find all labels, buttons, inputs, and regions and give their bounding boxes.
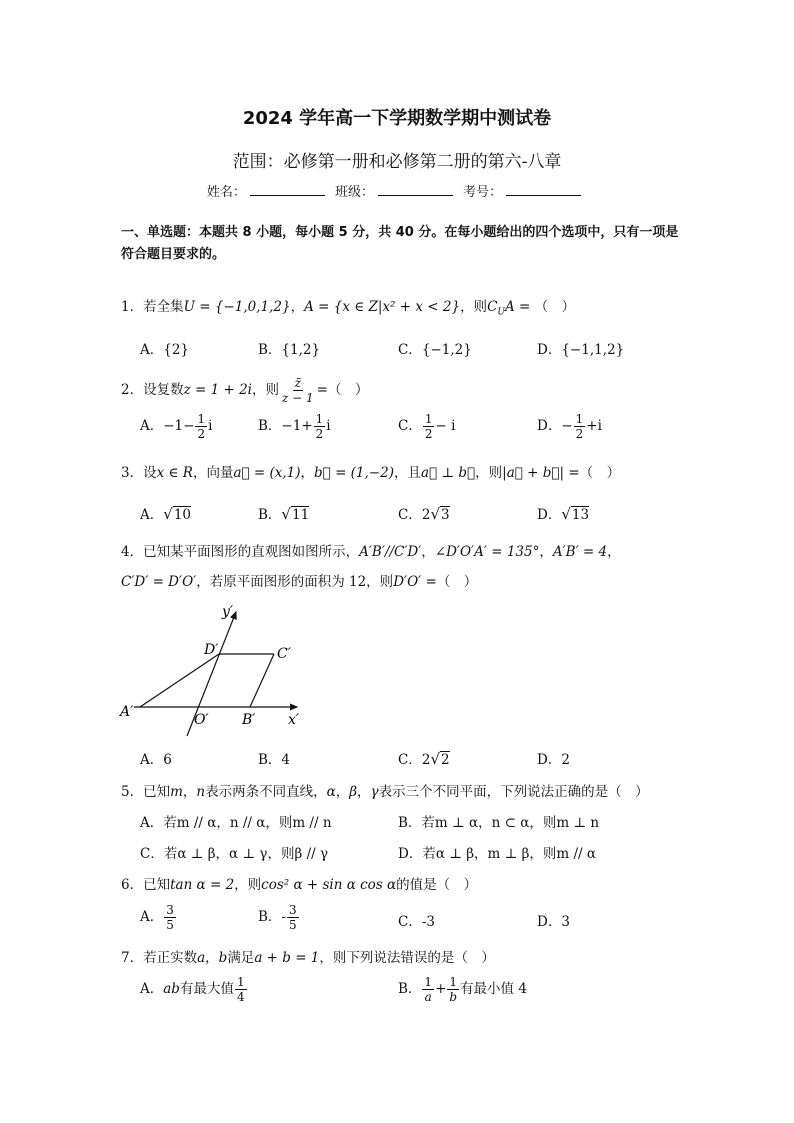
q6-option-a[interactable]: A． $\frac{3}{5}$ [140,903,174,932]
q3-vector-b: b⃗ = (1,−2) [314,465,394,481]
label-x: x′ [288,712,300,728]
segment-cb [250,654,274,707]
q3-magnitude: |a⃗ + b⃗| = [502,465,580,481]
q2-option-c[interactable]: C． $\frac{1}{2}$ − i [398,412,456,441]
q2-option-d[interactable]: D．− $\frac{1}{2}$ +i [537,412,602,441]
q5-option-d[interactable]: D．若α ⊥ β，m ⊥ β，则m // α [398,846,597,862]
q1-complement-a: A = [505,299,531,315]
exam-no-label: 考号： [463,185,503,200]
q2-option-a[interactable]: A．−1− $\frac{1}{2}$ i [140,412,213,441]
class-blank[interactable] [378,183,453,196]
exam-title: 2024 学年高一下学期数学期中测试卷 [242,108,552,129]
student-info-line [0,181,794,200]
name-blank[interactable] [250,183,325,196]
section-heading: 一、单选题：本题共 8 小题，每小题 5 分，共 40 分。在每小题给出的四个选项中，只有一项是符合题目要求的。 [121,225,679,262]
exam-no-blank[interactable] [506,183,581,196]
q3-option-d[interactable]: D．√13 [537,505,590,523]
name-label: 姓名： [206,185,246,200]
label-o: O′ [194,712,209,728]
q1-complement: C [487,299,498,315]
q1-stem-2: ，则 [460,299,488,315]
label-y: y′ [222,604,234,620]
q1-option-b[interactable]: B．{1,2} [258,342,321,358]
q3-vector-a: a⃗ = (x,1) [233,465,301,481]
q2-fraction: $\frac{z̄}{z - 1}$ [282,376,314,405]
q1-option-c[interactable]: C．{−1,2} [398,342,472,358]
question-7: 7．若正实数a，b满足a + b = 1，则下列说法错误的是（ ） [121,950,495,966]
q4-option-d[interactable]: D．2 [537,752,570,768]
q7-option-b[interactable]: B． $\frac{1}{a}$ + $\frac{1}{b}$ 有最小值 4 [398,975,527,1004]
q3-option-c[interactable]: C．2√3 [398,505,450,523]
q5-option-c[interactable]: C．若α ⊥ β，α ⊥ γ，则β // γ [140,846,329,862]
q1-stem-1: 1．若全集 [121,299,184,315]
question-2 [121,376,368,405]
question-4-line-2: C′D′ = D′O′，若原平面图形的面积为 12，则D′O′ =（ ） [121,574,478,590]
q2-z: z = 1 + 2i [183,382,252,398]
q6-option-b[interactable]: B．- $\frac{3}{5}$ [258,903,297,932]
q4-option-a[interactable]: A．6 [140,752,172,768]
class-label: 班级： [334,185,374,200]
q4-option-c[interactable]: C．2√2 [398,750,450,768]
q5-option-a[interactable]: A．若m // α，n // α，则m // n [140,815,332,831]
q1-option-d[interactable]: D．{−1,1,2} [537,342,625,358]
exam-scope: 范围：必修第一册和必修第二册的第六-八章 [232,152,562,172]
label-d: D′ [204,642,219,658]
q1-set-u: U = {−1,0,1,2} [183,299,291,315]
q4-oblique-figure [112,596,312,741]
q3-option-a[interactable]: A．√10 [140,505,191,523]
q1-answer-paren: （ ） [534,299,576,315]
question-3: 3．设x ∈ R，向量a⃗ = (x,1)，b⃗ = (1,−2)，且a⃗ ⊥ b⃗，则|a⃗ + b⃗| =（ ） [121,465,621,481]
label-a: A′ [120,704,134,720]
q3-x-in-r: x ∈ R [156,465,193,481]
q2-stem-2: ，则 [252,382,279,398]
segment-ad [140,654,219,707]
q4-option-b[interactable]: B．4 [258,752,291,768]
q5-option-b[interactable]: B．若m ⊥ α，n ⊂ α，则m ⊥ n [398,815,600,831]
question-4-line-1: 4．已知某平面图形的直观图如图所示，A′B′//C′D′，∠D′O′A′ = 135°，A′B′ = 4， [121,544,621,560]
question-6: 6．已知tan α = 2，则cos² α + sin α cos α的值是（ ） [121,877,478,893]
q1-set-a: A = {x ∈ Z|x² + x < 2} [304,299,461,315]
q3-perpendicular: a⃗ ⊥ b⃗ [420,465,476,481]
q2-stem-1: 2．设复数 [121,382,184,398]
q6-option-d[interactable]: D．3 [537,914,570,930]
q2-option-b[interactable]: B．−1+ $\frac{1}{2}$ i [258,412,331,441]
label-b: B′ [242,712,256,728]
q7-option-a[interactable]: A．ab有最大值 $\frac{1}{4}$ [140,975,245,1004]
q1-sep: ， [290,299,305,315]
label-c: C′ [277,646,291,662]
question-1 [121,295,575,318]
question-5: 5．已知m，n表示两条不同直线，α，β，γ表示三个不同平面，下列说法正确的是（ ） [121,784,649,800]
q1-option-a[interactable]: A．{2} [140,342,190,358]
q6-option-c[interactable]: C．-3 [398,914,435,930]
q3-option-b[interactable]: B．√11 [258,505,310,523]
q2-answer-paren: =（ ） [316,382,369,398]
q1-complement-sub: U [497,307,505,318]
